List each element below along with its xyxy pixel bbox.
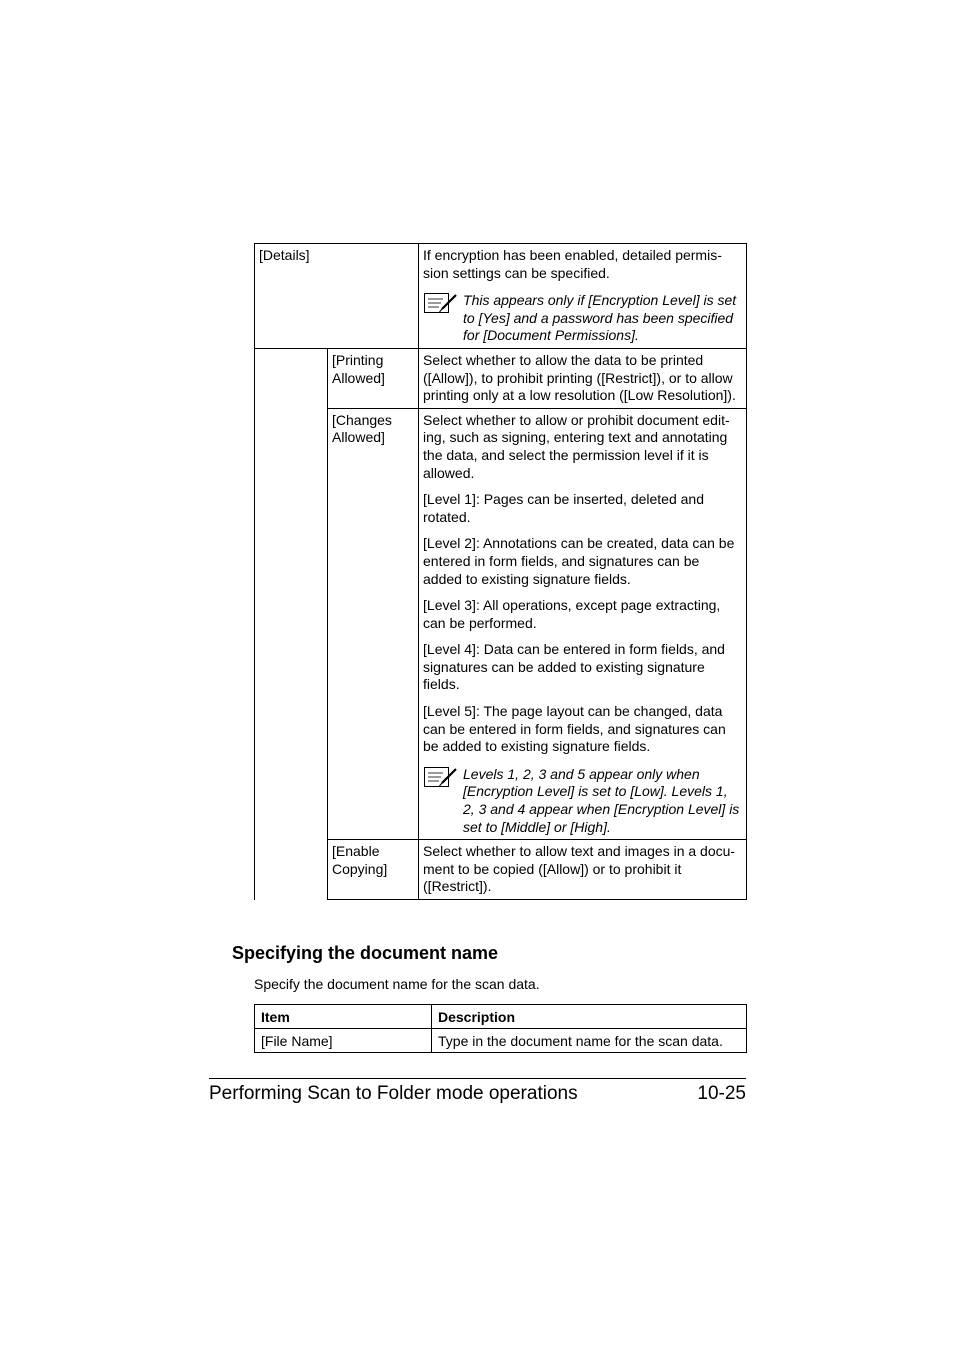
- level-5-paragraph: [Level 5]: The page layout can be changed, data can be entered in form fields, and signatures can be added to existing signature fields.: [423, 703, 726, 755]
- details-description-cell: [419, 244, 747, 349]
- level-1-paragraph: [Level 1]: Pages can be inserted, deleted and rotated.: [423, 491, 704, 525]
- copying-description: Select whether to allow text and images in a docu-ment to be copied ([Allow]) or to prohibit it ([Restrict]).: [419, 840, 747, 900]
- details-label: [Details]: [255, 244, 419, 349]
- table-row: [255, 1029, 747, 1053]
- footer-divider: [209, 1078, 746, 1079]
- section-intro: Specify the document name for the scan data.: [254, 976, 540, 992]
- description-cell: Type in the document name for the scan data.: [432, 1029, 747, 1053]
- details-note-text: This appears only if [Encryption Level] is set to [Yes] and a password has been specified for [Document Permissions].: [463, 292, 737, 344]
- note: [423, 292, 742, 345]
- footer-title: Performing Scan to Folder mode operations: [209, 1083, 578, 1104]
- note-pencil-icon: [423, 766, 463, 788]
- level-3-paragraph: [Level 3]: All operations, except page extracting, can be performed.: [423, 597, 721, 631]
- level-4-paragraph: [Level 4]: Data can be entered in form fields, and signatures can be added to existing signature fields.: [423, 641, 725, 693]
- level-2-paragraph: [Level 2]: Annotations can be created, data can be entered in form fields, and signatures can be added to existing signature fields.: [423, 535, 735, 587]
- section-heading: Specifying the document name: [232, 943, 499, 963]
- changes-description-cell: [419, 408, 747, 839]
- details-description: If encryption has been enabled, detailed permis-sion settings can be specified.: [423, 247, 722, 281]
- file-name-table: [254, 1004, 747, 1053]
- indent-cell: [255, 348, 328, 899]
- header-description: Description: [432, 1005, 747, 1029]
- table-row: [255, 408, 747, 839]
- table-row: [255, 348, 747, 408]
- table-header-row: [255, 1005, 747, 1029]
- printing-description: Select whether to allow the data to be printed ([Allow]), to prohibit printing ([Restrict]), or to allow printing only at a low resolution ([Low Resolution]).: [419, 348, 747, 408]
- table-row: [255, 840, 747, 900]
- permission-settings-table: [254, 243, 747, 900]
- note: [423, 766, 742, 836]
- changes-note-text: Levels 1, 2, 3 and 5 appear only when [Encryption Level] is set to [Low]. Levels 1, 2, 3 and 4 appear when [Encryption Level] is set to [Middle] or [High].: [463, 765, 740, 835]
- copying-label: [Enable Copying]: [328, 840, 419, 900]
- note-pencil-icon: [423, 292, 463, 314]
- header-item: Item: [255, 1005, 432, 1029]
- changes-paragraph: Select whether to allow or prohibit document edit-ing, such as signing, entering text and annotating the data, and select the permission level if it is allowed.: [423, 411, 730, 481]
- changes-label: [Changes Allowed]: [328, 408, 419, 839]
- page-number: 10-25: [697, 1083, 746, 1104]
- printing-label: [Printing Allowed]: [328, 348, 419, 408]
- table-row: [255, 244, 747, 349]
- item-cell: [File Name]: [255, 1029, 432, 1053]
